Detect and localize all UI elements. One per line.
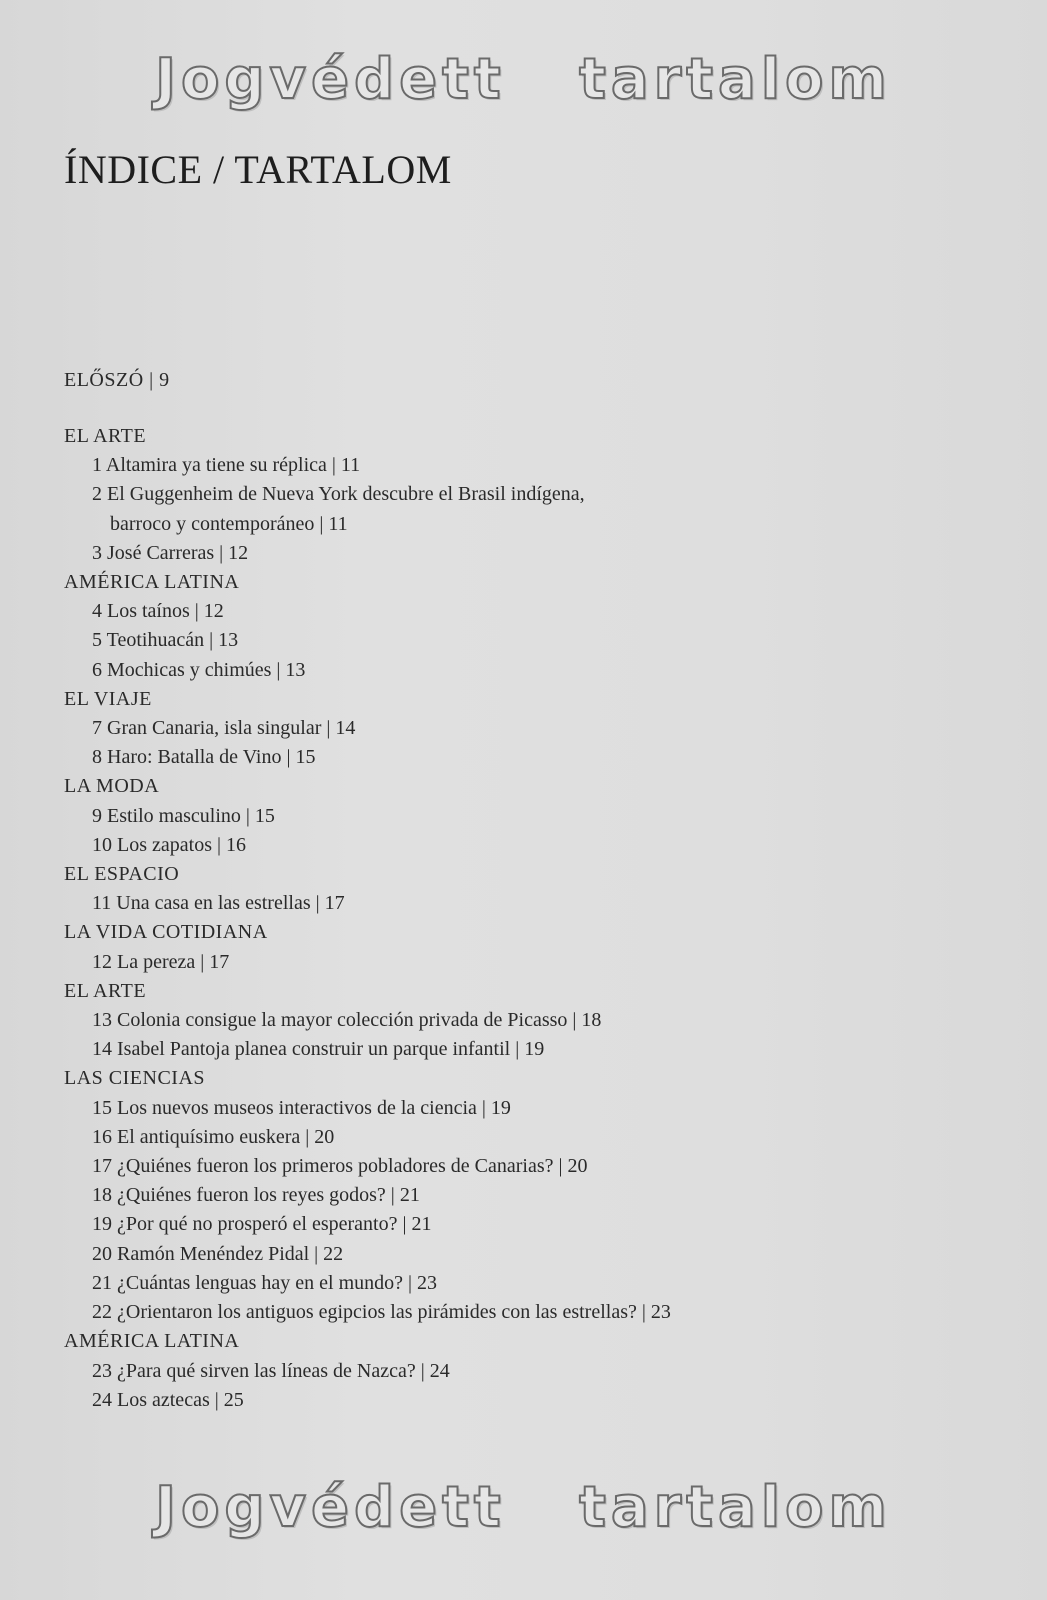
toc-entry: 2 El Guggenheim de Nueva York descubre el Brasil indígena, <box>92 483 585 506</box>
toc-entry: 22 ¿Orientaron los antiguos egipcios las pirámides con las estrellas? | 23 <box>92 1301 671 1324</box>
page-title: ÍNDICE / TARTALOM <box>64 147 452 192</box>
toc-entry: 24 Los aztecas | 25 <box>92 1388 244 1411</box>
toc-section-heading: LAS CIENCIAS <box>64 1067 206 1090</box>
toc-entry: 10 Los zapatos | 16 <box>92 833 246 856</box>
toc-section-heading: EL ESPACIO <box>64 863 180 886</box>
toc-entry-continuation: barroco y contemporáneo | 11 <box>110 512 348 535</box>
toc-entry: 8 Haro: Batalla de Vino | 15 <box>92 746 316 769</box>
toc-entry: 23 ¿Para qué sirven las líneas de Nazca? | 24 <box>92 1359 450 1382</box>
toc-entry: 12 La pereza | 17 <box>92 950 230 973</box>
toc-entry: 16 El antiquísimo euskera | 20 <box>92 1125 335 1148</box>
toc-entry: 17 ¿Quiénes fueron los primeros pobladores de Canarias? | 20 <box>92 1155 588 1178</box>
toc-section-heading: AMÉRICA LATINA <box>64 571 240 594</box>
toc-entry: 13 Colonia consigue la mayor colección privada de Picasso | 18 <box>92 1009 602 1032</box>
table-of-contents <box>64 366 1004 1415</box>
toc-section-heading: LA MODA <box>64 775 160 798</box>
toc-entry: 6 Mochicas y chimúes | 13 <box>92 658 306 681</box>
toc-entry: 3 José Carreras | 12 <box>92 541 249 564</box>
toc-entry: 7 Gran Canaria, isla singular | 14 <box>92 717 356 740</box>
toc-prologue: ELŐSZÓ | 9 <box>64 369 170 391</box>
toc-entry: 18 ¿Quiénes fueron los reyes godos? | 21 <box>92 1184 420 1207</box>
toc-entry: 19 ¿Por qué no prosperó el esperanto? | 21 <box>92 1213 432 1236</box>
toc-section-heading: LA VIDA COTIDIANA <box>64 921 268 944</box>
watermark-bottom: Jogvédett tartalom <box>155 1475 892 1540</box>
toc-entry: 4 Los taínos | 12 <box>92 600 224 623</box>
watermark-top: Jogvédett tartalom <box>155 47 892 112</box>
toc-entry: 20 Ramón Menéndez Pidal | 22 <box>92 1242 344 1265</box>
toc-entry: 1 Altamira ya tiene su réplica | 11 <box>92 454 361 477</box>
toc-section-heading: EL ARTE <box>64 979 147 1002</box>
toc-entry: 9 Estilo masculino | 15 <box>92 804 275 827</box>
toc-entry: 5 Teotihuacán | 13 <box>92 629 239 652</box>
toc-lines <box>64 422 1004 1415</box>
toc-gap <box>64 395 1004 422</box>
toc-entry: 14 Isabel Pantoja planea construir un parque infantil | 19 <box>92 1038 545 1061</box>
toc-section-heading: EL VIAJE <box>64 687 152 710</box>
toc-section-heading: EL ARTE <box>64 425 147 447</box>
toc-entry: 15 Los nuevos museos interactivos de la ciencia | 19 <box>92 1096 511 1119</box>
toc-entry: 21 ¿Cuántas lenguas hay en el mundo? | 23 <box>92 1271 438 1294</box>
toc-entry: 11 Una casa en las estrellas | 17 <box>92 892 345 915</box>
toc-section-heading: AMÉRICA LATINA <box>64 1330 240 1353</box>
